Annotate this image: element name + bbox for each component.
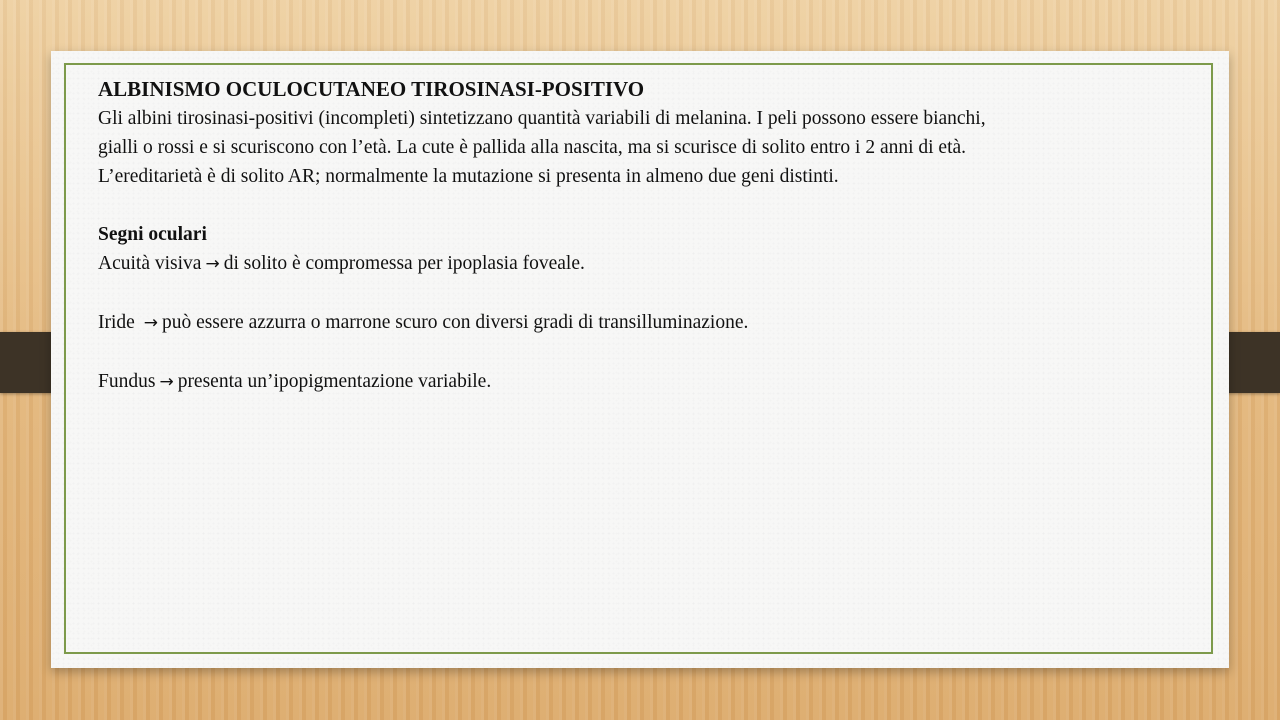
section-heading: Segni oculari xyxy=(98,224,207,245)
intro-line-2: gialli o rossi e si scuriscono con l’età. La cute è pallida alla nascita, ma si scurisce di solito entro i 2 anni di età. xyxy=(98,137,967,158)
item-text: presenta un’ipopigmentazione variabile. xyxy=(177,371,492,392)
item-term: Fundus xyxy=(98,371,156,392)
right-arrow-icon: → xyxy=(143,313,158,333)
right-arrow-icon: → xyxy=(205,254,220,274)
slide-title: ALBINISMO OCULOCUTANEO TIROSINASI-POSITIVO xyxy=(98,77,645,101)
item-iris xyxy=(98,308,1198,338)
spacer xyxy=(98,279,1198,308)
spacer xyxy=(98,338,1198,367)
item-term: Acuità visiva xyxy=(98,253,202,274)
intro-line-3: L’ereditarietà è di solito AR; normalmente la mutazione si presenta in almeno due geni distinti. xyxy=(98,166,839,187)
item-text: di solito è compromessa per ipoplasia foveale. xyxy=(223,253,585,274)
item-text: può essere azzurra o marrone scuro con diversi gradi di transilluminazione. xyxy=(161,312,749,333)
right-arrow-icon: → xyxy=(159,372,174,392)
item-visual-acuity xyxy=(98,249,1198,279)
spacer xyxy=(98,191,1198,220)
intro-line-1: Gli albini tirosinasi-positivi (incompleti) sintetizzano quantità variabili di melanina. I peli possono essere bianchi, xyxy=(98,108,986,129)
item-term: Iride xyxy=(98,312,135,333)
slide-content xyxy=(98,75,1198,397)
slide-paper xyxy=(51,51,1229,668)
item-fundus xyxy=(98,367,1198,397)
